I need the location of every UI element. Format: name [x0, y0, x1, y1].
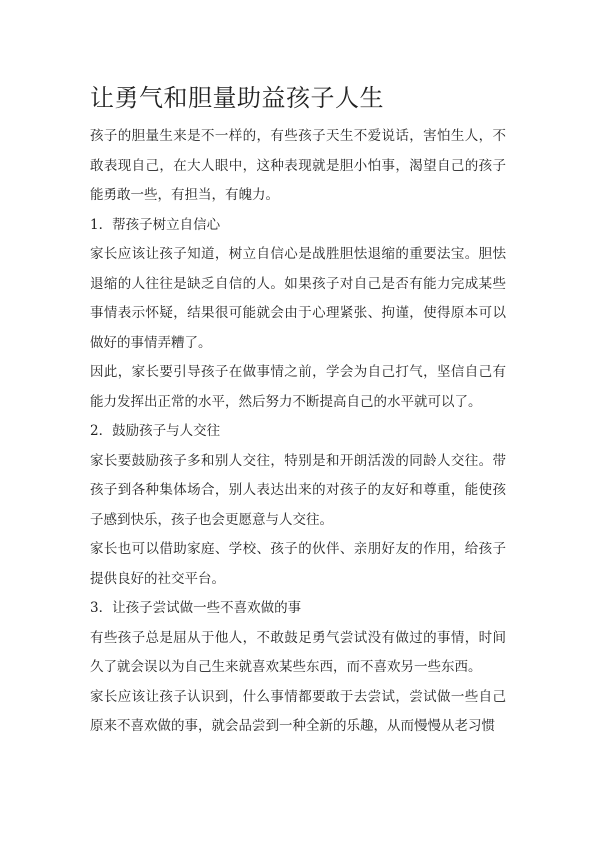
- paragraph-line: 事情表示怀疑，结果很可能就会由于心理紧张、拘谨，使得原本可以: [90, 305, 506, 321]
- document-body: [90, 122, 506, 742]
- paragraph-line: 退缩的人往往是缺乏自信的人。如果孩子对自己是否有能力完成某些: [90, 275, 506, 292]
- paragraph: [90, 535, 506, 594]
- paragraph-line: 敢表现自己，在大人眼中，这种表现就是胆小怕事，渴望自己的孩子: [90, 157, 506, 174]
- paragraph-line: 孩子的胆量生来是不一样的，有些孩子天生不爱说话，害怕生人，不: [90, 128, 506, 144]
- paragraph-line: 家长也可以借助家庭、学校、孩子的伙伴、亲朋好友的作用，给孩子: [90, 541, 506, 557]
- paragraph-line: 能力发挥出正常的水平，然后努力不断提高自己的水平就可以了。: [90, 393, 482, 410]
- paragraph: [90, 447, 506, 536]
- paragraph-line: 原来不喜欢做的事，就会品尝到一种全新的乐趣，从而慢慢从老习惯: [90, 718, 495, 734]
- paragraph-line: 做好的事情弄糟了。: [90, 334, 212, 351]
- paragraph: [90, 624, 506, 683]
- paragraph: [90, 240, 506, 358]
- paragraph-line: 家长应该让孩子认识到，什么事情都要敢于去尝试，尝试做一些自己: [90, 688, 506, 705]
- document-title: 让勇气和胆量助益孩子人生: [90, 84, 384, 112]
- paragraph-line: 家长应该让孩子知道，树立自信心是战胜胆怯退缩的重要法宝。胆怯: [90, 246, 506, 262]
- paragraph-line: 久了就会误以为自己生来就喜欢某些东西，而不喜欢另一些东西。: [90, 659, 482, 675]
- paragraph: [90, 122, 506, 211]
- paragraph-line: 子感到快乐，孩子也会更愿意与人交往。: [90, 511, 333, 528]
- paragraph-line: 家长要鼓励孩子多和别人交往，特别是和开朗活泼的同龄人交往。带: [90, 452, 506, 469]
- section-heading: 3．让孩子尝试做一些不喜欢做的事: [90, 600, 302, 616]
- section-heading: 1．帮孩子树立自信心: [90, 216, 221, 233]
- paragraph-line: 有些孩子总是屈从于他人，不敢鼓足勇气尝试没有做过的事情，时间: [90, 629, 506, 646]
- paragraph-line: 孩子到各种集体场合，别人表达出来的对孩子的友好和尊重，能使孩: [90, 482, 506, 498]
- paragraph-line: 提供良好的社交平台。: [90, 570, 225, 587]
- paragraph-line: 因此，家长要引导孩子在做事情之前，学会为自己打气，坚信自己有: [90, 364, 506, 380]
- paragraph-line: 能勇敢一些，有担当，有魄力。: [90, 187, 279, 203]
- paragraph: [90, 358, 506, 417]
- paragraph: [90, 683, 506, 742]
- section-heading: 2．鼓励孩子与人交往: [90, 423, 221, 439]
